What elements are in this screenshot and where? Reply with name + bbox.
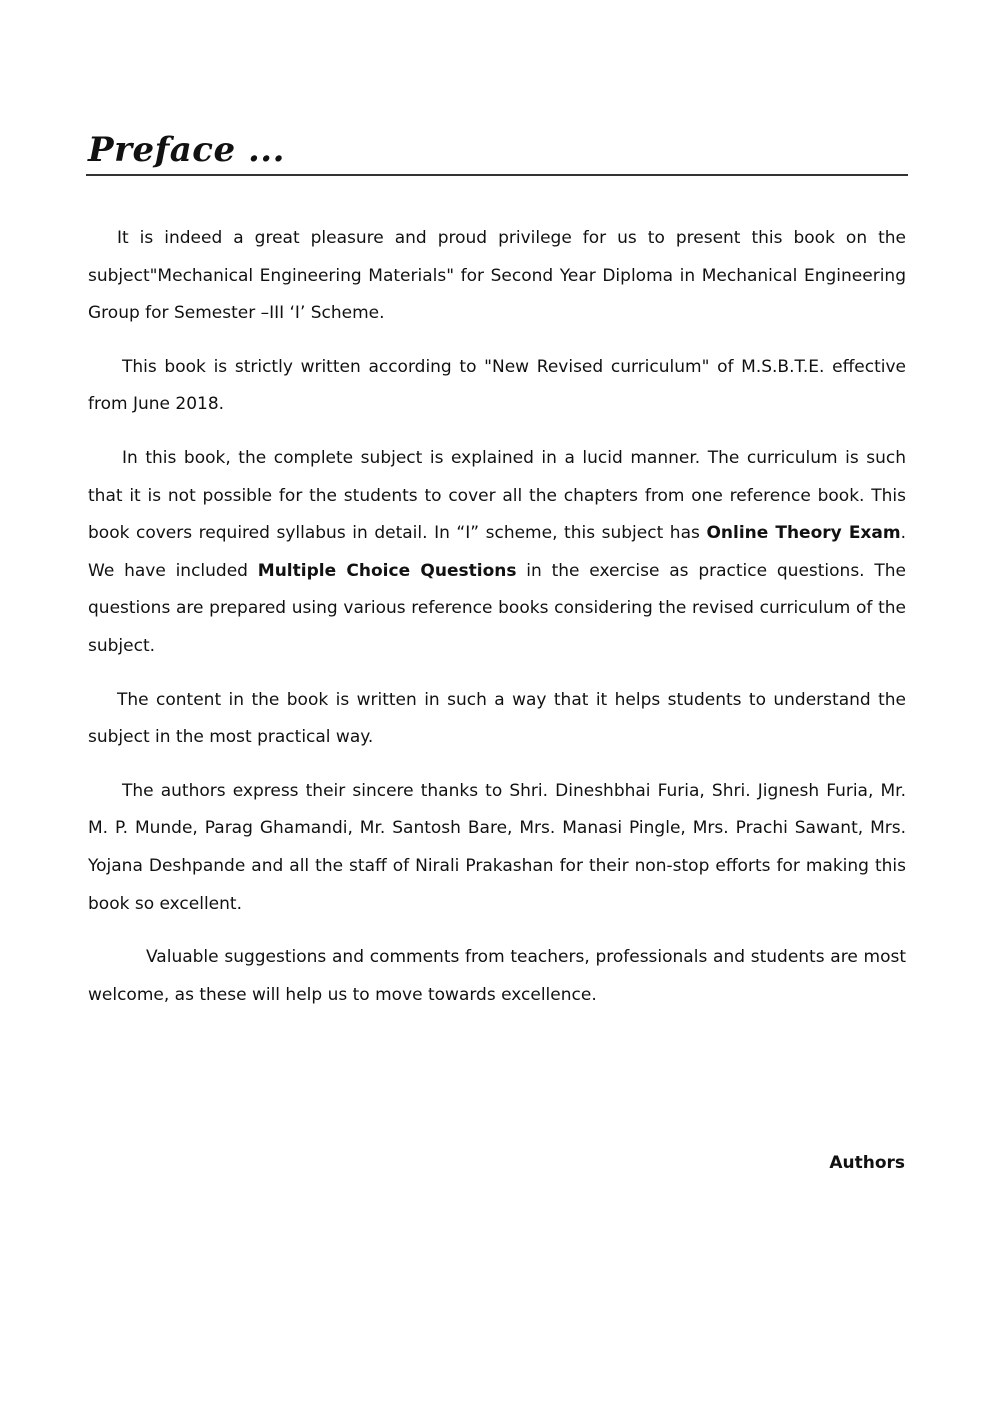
page-title: Preface ...: [88, 130, 285, 170]
paragraph-intro: It is indeed a great pleasure and proud privilege for us to present this book on the subject"Mechanical Engineering Materials" for Second Year Diploma in Mechanical Engineering Group for Semester –III ‘I’ Scheme.: [88, 228, 906, 324]
preface-body: [88, 220, 906, 1030]
paragraph-content-text-1: In this book, the complete subject is explained in a lucid manner. The curriculum is such that it is not possible for the students to cover all the chapters from one reference book. This book covers required syllabus in detail. In “I” scheme, this subject has: [88, 447, 906, 544]
online-theory-exam-emphasis: Online Theory Exam: [706, 523, 901, 544]
paragraph-curriculum: This book is strictly written according to "New Revised curriculum" of M.S.B.T.E. effective from June 2018.: [88, 356, 906, 415]
signature-authors: Authors: [829, 1153, 905, 1173]
title-divider: [86, 174, 908, 176]
paragraph-content: [88, 440, 906, 666]
mcq-emphasis: Multiple Choice Questions: [257, 560, 517, 581]
paragraph-content-text-2: . We have included: [88, 523, 906, 581]
paragraph-suggestions: Valuable suggestions and comments from teachers, professionals and students are most welcome, as these will help us to move towards excellence.: [88, 947, 906, 1005]
paragraph-acknowledgements: The authors express their sincere thanks to Shri. Dineshbhai Furia, Shri. Jignesh Furia, Mr. M. P. Munde, Parag Ghamandi, Mr. Santosh Bare, Mrs. Manasi Pingle, Mrs. Prachi Sawant, Mrs. Yojana Deshpande and all the staff of Nirali Prakashan for their non-stop efforts for making this book so excellent.: [88, 780, 906, 914]
paragraph-content-text-3: in the exercise as practice questions. The questions are prepared using various reference books considering the revised curriculum of the subject.: [88, 560, 907, 656]
paragraph-approach: The content in the book is written in such a way that it helps students to understand the subject in the most practical way.: [88, 689, 906, 748]
